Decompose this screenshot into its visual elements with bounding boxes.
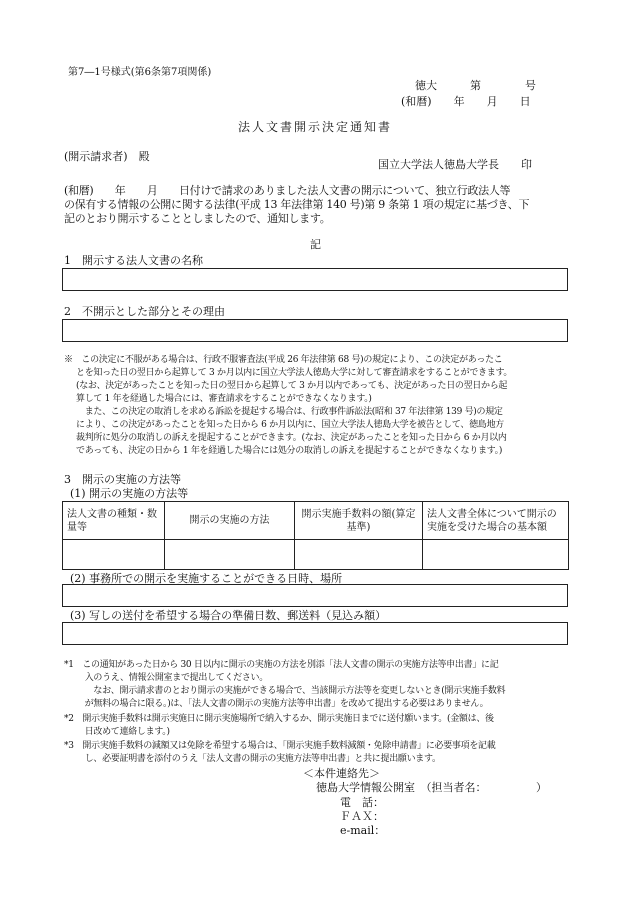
notice-line: 裁判所に処分の取消しの訴えを提起することができます。(なお、決定があったことを知った日から 6 か月以内 [76, 433, 507, 443]
note-line: が無料の場合に限る。)は、「法人文書の開示の実施方法等申出書」を改めて提出する必要はありません。 [76, 699, 489, 709]
header-fee: 開示実施手数料の額(算定基準) [295, 502, 423, 540]
doc-number: 徳大 第 号 [415, 79, 536, 92]
cell-base-amount[interactable] [423, 540, 569, 570]
cell-fee[interactable] [295, 540, 423, 570]
notice-line: により、この決定があったことを知った日から 6 か月以内に、国立大学法人徳島大学を被告として、徳島地方 [76, 420, 504, 430]
intro-line: (和暦) 年 月 日付けで請求のありました法人文書の開示について、独立行政法人等 [64, 184, 511, 197]
section3-heading: 3 開示の実施の方法等 [64, 473, 181, 486]
notice-line: 算して 1 年を経過した場合には、審査請求をすることができなくなります。) [76, 394, 372, 404]
note-line: *3 開示実施手数料の減額又は免除を希望する場合は、「開示実施手数料減額・免除申請書」に必要事項を記載 [64, 741, 496, 751]
section3-sub1: (1) 開示の実施の方法等 [70, 487, 189, 500]
table-row [63, 540, 569, 570]
header-base-amount: 法人文書全体について開示の実施を受けた場合の基本額 [423, 502, 569, 540]
note-line: 入のうえ、情報公開室まで提出してください。 [76, 673, 268, 683]
note-line: し、必要証明書を添付のうえ「法人文書の開示の実施方法等申出書」と共に提出願います。 [76, 754, 441, 764]
document-name-box[interactable] [62, 268, 568, 291]
section3-sub2: (2) 事務所での開示を実施することができる日時、場所 [70, 572, 343, 585]
doc-date: (和暦) 年 月 日 [401, 95, 531, 108]
sender: 国立大学法人徳島大学長 印 [378, 158, 532, 171]
page-title: 法人文書開示決定通知書 [237, 120, 392, 134]
contact-email: e-mail： [340, 824, 386, 837]
note-line: *2 開示実施手数料は開示実施日に開示実施場所で納入するか、開示実施日までに送付願います。(金額は、後 [64, 714, 494, 724]
notice-line: であっても、決定の日から 1 年を経過した場合には処分の取消しの訴えを提起することができなくなります。) [76, 446, 503, 456]
note-line: *1 この通知があった日から 30 日以内に開示の実施の方法を別添「法人文書の開示の実施方法等申出書」に記 [64, 660, 499, 670]
ki-mark: 記 [310, 238, 321, 251]
addressee: (開示請求者) 殿 [64, 150, 150, 163]
notice-line: ※ この決定に不服がある場合は、行政不服審査法(平成 26 年法律第 68 号)の規定により、この決定があったこ [64, 355, 503, 365]
form-id: 第7―1号様式(第6条第7項関係) [68, 67, 212, 78]
shipping-box[interactable] [62, 622, 568, 645]
notice-line: また、この決定の取消しを求める訴訟を提起する場合は、行政事件訴訟法(昭和 37 年法律第 139 号)の規定 [76, 407, 503, 417]
section1-heading: 1 開示する法人文書の名称 [64, 254, 203, 267]
header-doc-type: 法人文書の種類・数量等 [63, 502, 165, 540]
nondisclosure-reason-box[interactable] [62, 319, 568, 342]
table-header-row [63, 502, 569, 540]
section3-sub3: (3) 写しの送付を希望する場合の準備日数、郵送料（見込み額） [70, 609, 387, 622]
contact-office: 徳島大学情報公開室 （担当者名： ） [316, 781, 547, 794]
cell-method[interactable] [165, 540, 295, 570]
intro-line: の保有する情報の公開に関する法律(平成 13 年法律第 140 号)第 9 条第 1 項の規定に基づき、下 [64, 198, 530, 211]
notice-line: とを知った日の翌日から起算して 3 か月以内に国立大学法人徳島大学に対して審査請求をすることができます。 [76, 368, 513, 378]
intro-line: 記のとおり開示することとしましたので、通知します。 [64, 212, 331, 225]
section2-heading: 2 不開示とした部分とその理由 [64, 305, 225, 318]
header-method: 開示の実施の方法 [165, 502, 295, 540]
note-line: なお、開示請求書のとおり開示の実施ができる場合で、当該開示方法等を変更しないとき(開示実施手数料 [76, 686, 506, 696]
note-line: 日改めて連絡します。) [76, 727, 170, 737]
contact-fax: ＦＡＸ： [340, 810, 384, 823]
contact-heading: ＜本件連絡先＞ [303, 767, 380, 780]
contact-tel: 電 話： [340, 796, 384, 809]
office-datetime-box[interactable] [62, 584, 568, 607]
notice-line: (なお、決定があったことを知った日の翌日から起算して 3 か月以内であっても、決定があった日の翌日から起 [76, 381, 508, 391]
disclosure-method-table [62, 501, 569, 570]
cell-doc-type[interactable] [63, 540, 165, 570]
